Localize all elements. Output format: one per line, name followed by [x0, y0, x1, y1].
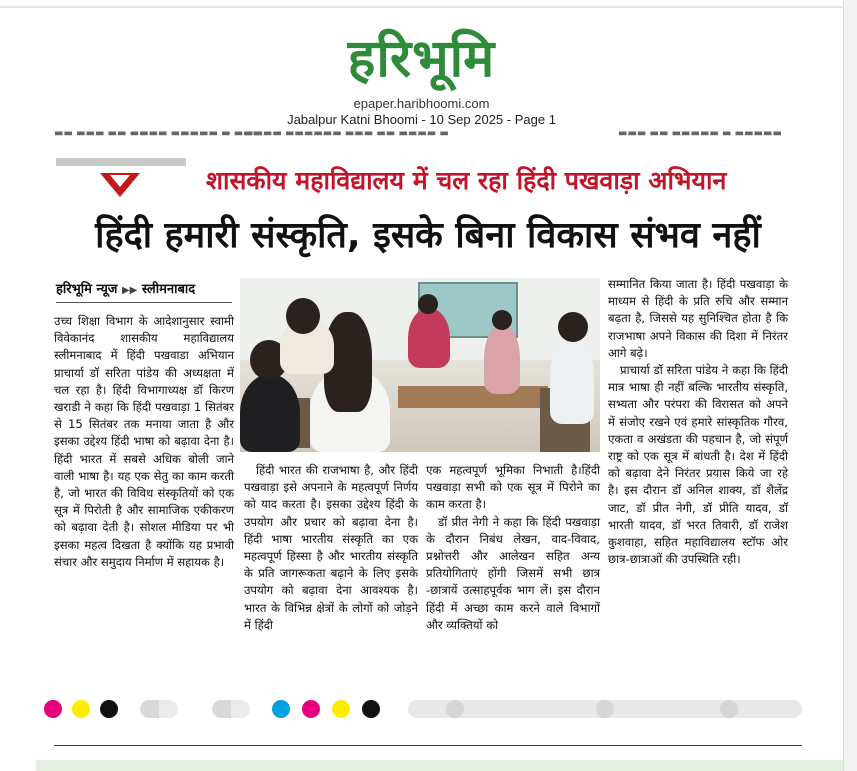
- article-kicker: शासकीय महाविद्यालय में चल रहा हिंदी पखवाड़ा अभियान: [206, 166, 727, 195]
- footer-rule: [54, 745, 802, 746]
- gray-register-strip: [408, 700, 802, 718]
- article-paragraph: हिंदी भारत की राजभाषा है, और हिंदी पखवाड़ा इसे अपनाने के महत्वपूर्ण निर्णय को याद करता है। इसका उद्देश्य हिंदी के उपयोग और प्रचार को बढ़ावा देना है। हिंदी भाषा भारतीय संस्कृति का एक महत्वपूर्ण हिस्सा है और भारतीय संस्कृति के प्रति जागरूकता बढ़ाने के लिए इसके उपयोग को बढ़ावा देना आवश्यक है। भारत के विभिन्न क्षेत्रों के लोगों को जोड़ने में हिंदी: [244, 463, 418, 632]
- edition-info: Jabalpur Katni Bhoomi - 10 Sep 2025 - Page 1: [287, 112, 556, 127]
- footer-band: [36, 760, 843, 771]
- magenta-register-mark: [44, 700, 62, 718]
- byline-source: हरिभूमि न्यूज: [56, 282, 118, 297]
- article-column-2: [244, 462, 418, 634]
- yellow-register-mark: [332, 700, 350, 718]
- article-headline: हिंदी हमारी संस्कृति, इसके बिना विकास संभव नहीं: [95, 215, 761, 256]
- gray-register-mark: [140, 700, 178, 718]
- article-paragraph: सम्मानित किया जाता है। हिंदी पखवाड़ा के माध्यम से हिंदी के प्रति रुचि और सम्मान बढ़ता है, जिससे यह सुनिश्चित होता है कि राजभाषा अपने विकास की दिशा में निरंतर आगे बढ़े।: [608, 277, 788, 360]
- article-column-4: [608, 276, 788, 568]
- page-top-rule: [0, 6, 857, 8]
- epaper-url: epaper.haribhoomi.com: [353, 96, 490, 111]
- article-paragraph: डॉ प्रीत नेगी ने कहा कि हिंदी पखवाड़ा के दौरान निबंध लेखन, वाद-विवाद, प्रश्नोत्तरी और आलेखन सहित अन्य प्रतियोगिताएं होंगी जिसमें सभी छात्र -छात्रायें उत्साहपूर्वक भाग लें। इस दौरान हिंदी में अच्छा काम करने वाले विभागों और व्यक्तियों को: [426, 514, 600, 632]
- magenta-register-mark: [302, 700, 320, 718]
- byline: [56, 281, 232, 303]
- haribhoomi-logo: हरिभूमि: [347, 29, 496, 89]
- gray-register-mark: [212, 700, 250, 718]
- cropped-text-fragment: ▬▬▬ ▬▬ ▬▬▬▬▬ ▬ ▬▬▬▬▬: [618, 128, 782, 136]
- black-register-mark: [362, 700, 380, 718]
- article-paragraph: प्राचार्या डॉ सरिता पांडेय ने कहा कि हिंदी मात्र भाषा ही नहीं बल्कि भारतीय संस्कृति, सभ्यता और परंपरा की विरासत को अपने में संजोए रखने एवं हमारे सांस्कृतिक गौरव, एकता व अखंडता की पहचान है, जो संपूर्ण राष्ट्र को एक सूत्र में बांधती है। देश में हिंदी को बढ़ावा देने निरंतर प्रयास किये जा रहे है। इस दौरान डॉ अनिल शाक्य, डॉ शैलेंद्र जाट, डॉ प्रीत नेगी, डॉ प्रीति यादव, डॉ भारती यादव, डॉ भरत तिवारी, डॉ राजेश कुशवाहा, सहित महाविद्यालय स्टॉफ ओर छात्र-छात्राओं की उपस्थिति रही।: [608, 363, 788, 567]
- page-right-edge: [843, 0, 857, 771]
- article-column-1: [54, 313, 234, 571]
- article-photo: [240, 278, 600, 452]
- double-arrow-icon: ▶▶: [121, 285, 138, 296]
- chevron-down-icon: [100, 173, 140, 197]
- byline-place: स्लीमनाबाद: [141, 282, 196, 297]
- yellow-register-mark: [72, 700, 90, 718]
- article-column-3: [426, 462, 600, 634]
- masthead: [0, 26, 843, 128]
- kicker-bar: [56, 158, 186, 166]
- article-paragraph: उच्च शिक्षा विभाग के आदेशानुसार स्वामी विवेकानंद शासकीय महाविद्यालय स्लीमनाबाद में हिंदी पखवाडा अभियान प्राचार्या डॉ सरिता पांडेय की अध्यक्षता में चल रहा है। हिंदी विभागाध्यक्ष डॉ किरण खराडी ने कहा कि हिंदी पखवाड़ा 1 सितंबर से 15 सितंबर तक मनाया जाता है और इसका उद्देश्य हिंदी भाषा को बढ़ावा देना है। हिंदी भारत में सबसे अधिक बोली जाने वाली भाषा है। यह एक सेतु का काम करती है, जो भारत की विविध संस्कृतियों को एक सूत्र में पिरोती है और सामाजिक एकीकरण को बढ़ावा देती है। सोशल मीडिया पर भी इसका महत्व दिखता है क्योंकि यह प्रभावी संचार और समुदाय निर्माण में सहायक है।: [54, 314, 234, 569]
- cyan-register-mark: [272, 700, 290, 718]
- cropped-text-fragment: ▬▬▬▬ ▬▬▬▬▬▬ ▬▬▬ ▬▬ ▬▬▬▬ ▬: [244, 128, 449, 136]
- article-paragraph: एक महत्वपूर्ण भूमिका निभाती है।हिंदी पखवाड़ा सभी को एक सूत्र में पिरोने का काम करता है।: [426, 463, 600, 512]
- cropped-text-fragment: ▬▬ ▬▬▬ ▬▬ ▬▬▬▬ ▬▬▬▬▬ ▬ ▬▬▬: [54, 128, 263, 136]
- black-register-mark: [100, 700, 118, 718]
